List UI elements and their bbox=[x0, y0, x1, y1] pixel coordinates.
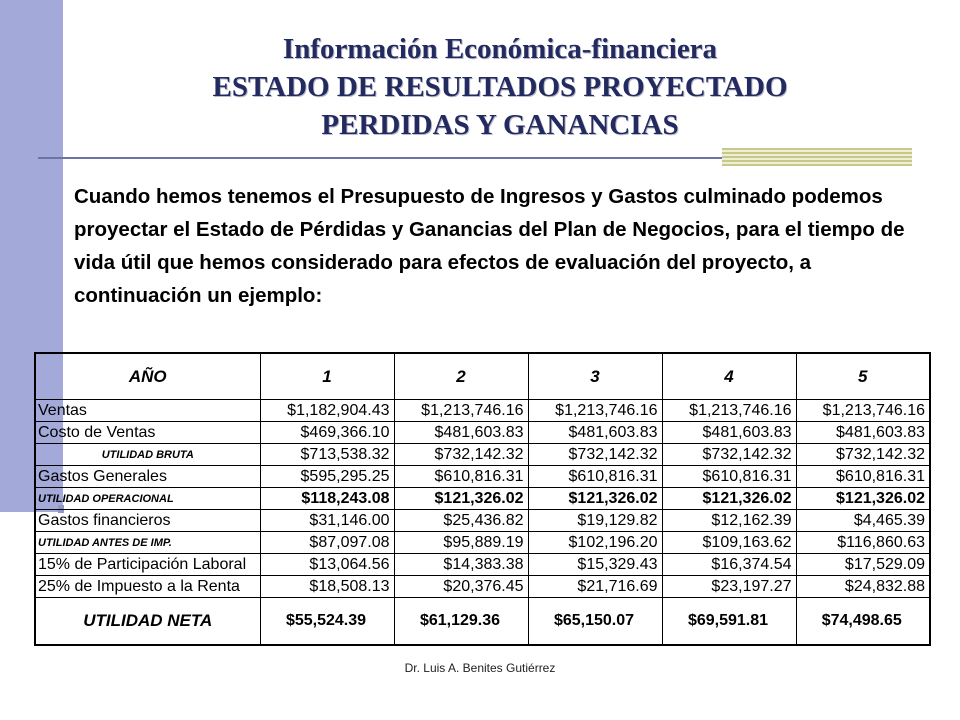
row-value: $610,816.31 bbox=[394, 466, 528, 488]
row-value: $20,376.45 bbox=[394, 576, 528, 598]
row-value: $121,326.02 bbox=[796, 488, 930, 510]
row-label: Ventas bbox=[35, 400, 260, 422]
row-value: $481,603.83 bbox=[528, 422, 662, 444]
table-row-gastos-generales bbox=[35, 466, 930, 488]
row-value: $732,142.32 bbox=[394, 444, 528, 466]
row-value: $65,150.07 bbox=[528, 598, 662, 646]
row-value: $610,816.31 bbox=[796, 466, 930, 488]
row-value: $732,142.32 bbox=[662, 444, 796, 466]
row-label: 15% de Participación Laboral bbox=[35, 554, 260, 576]
slide-body-text: Cuando hemos tenemos el Presupuesto de Ingresos y Gastos culminado podemos proyectar el Estado de Pérdidas y Ganancias del Plan de Negocios, para el tiempo de vida útil que hemos considerado para efectos de evaluación del proyecto, a continuación un ejemplo: bbox=[74, 185, 905, 307]
row-value: $87,097.08 bbox=[260, 532, 394, 554]
row-value: $19,129.82 bbox=[528, 510, 662, 532]
row-label: Costo de Ventas bbox=[35, 422, 260, 444]
row-value: $469,366.10 bbox=[260, 422, 394, 444]
slide-footer: Dr. Luis A. Benites Gutiérrez bbox=[404, 661, 556, 675]
row-value: $16,374.54 bbox=[662, 554, 796, 576]
row-value: $21,716.69 bbox=[528, 576, 662, 598]
header-year-label: AÑO bbox=[35, 353, 260, 400]
row-value: $95,889.19 bbox=[394, 532, 528, 554]
row-value: $481,603.83 bbox=[662, 422, 796, 444]
row-value: $1,213,746.16 bbox=[528, 400, 662, 422]
slide-title bbox=[120, 30, 880, 144]
table-row-ventas bbox=[35, 400, 930, 422]
table-row-utilidad-neta bbox=[35, 598, 930, 646]
row-value: $17,529.09 bbox=[796, 554, 930, 576]
row-value: $481,603.83 bbox=[796, 422, 930, 444]
row-value: $595,295.25 bbox=[260, 466, 394, 488]
row-value: $23,197.27 bbox=[662, 576, 796, 598]
row-label: UTILIDAD BRUTA bbox=[35, 444, 260, 466]
table-row-costo-ventas bbox=[35, 422, 930, 444]
table-header-row bbox=[35, 353, 930, 400]
table-row-impuesto-renta bbox=[35, 576, 930, 598]
row-value: $116,860.63 bbox=[796, 532, 930, 554]
header-year-3: 3 bbox=[528, 353, 662, 400]
row-value: $481,603.83 bbox=[394, 422, 528, 444]
table-row-utilidad-operacional bbox=[35, 488, 930, 510]
row-label: Gastos financieros bbox=[35, 510, 260, 532]
row-value: $121,326.02 bbox=[394, 488, 528, 510]
row-label: UTILIDAD NETA bbox=[35, 598, 260, 646]
header-year-2: 2 bbox=[394, 353, 528, 400]
row-value: $610,816.31 bbox=[662, 466, 796, 488]
row-value: $109,163.62 bbox=[662, 532, 796, 554]
row-value: $1,213,746.16 bbox=[394, 400, 528, 422]
row-value: $732,142.32 bbox=[796, 444, 930, 466]
row-value: $14,383.38 bbox=[394, 554, 528, 576]
row-value: $732,142.32 bbox=[528, 444, 662, 466]
row-value: $121,326.02 bbox=[662, 488, 796, 510]
table-row-utilidad-bruta bbox=[35, 444, 930, 466]
table-row-utilidad-antes-imp bbox=[35, 532, 930, 554]
income-statement-table bbox=[34, 352, 931, 646]
row-value: $74,498.65 bbox=[796, 598, 930, 646]
header-year-5: 5 bbox=[796, 353, 930, 400]
row-label: UTILIDAD ANTES DE IMP. bbox=[35, 532, 260, 554]
row-value: $4,465.39 bbox=[796, 510, 930, 532]
title-line-3: PERDIDAS Y GANANCIAS bbox=[321, 109, 679, 141]
row-value: $713,538.32 bbox=[260, 444, 394, 466]
row-value: $1,213,746.16 bbox=[662, 400, 796, 422]
row-value: $12,162.39 bbox=[662, 510, 796, 532]
row-label: UTILIDAD OPERACIONAL bbox=[35, 488, 260, 510]
row-value: $55,524.39 bbox=[260, 598, 394, 646]
header-year-1: 1 bbox=[260, 353, 394, 400]
row-value: $118,243.08 bbox=[260, 488, 394, 510]
row-value: $15,329.43 bbox=[528, 554, 662, 576]
row-value: $1,213,746.16 bbox=[796, 400, 930, 422]
row-value: $1,182,904.43 bbox=[260, 400, 394, 422]
row-value: $121,326.02 bbox=[528, 488, 662, 510]
divider-accent-block bbox=[722, 148, 912, 166]
title-line-1: Información Económica-financiera bbox=[282, 33, 718, 65]
row-value: $610,816.31 bbox=[528, 466, 662, 488]
row-value: $24,832.88 bbox=[796, 576, 930, 598]
table-row-participacion-laboral bbox=[35, 554, 930, 576]
table-row-gastos-financieros bbox=[35, 510, 930, 532]
row-value: $18,508.13 bbox=[260, 576, 394, 598]
row-value: $31,146.00 bbox=[260, 510, 394, 532]
row-value: $25,436.82 bbox=[394, 510, 528, 532]
row-value: $61,129.36 bbox=[394, 598, 528, 646]
row-label: Gastos Generales bbox=[35, 466, 260, 488]
row-label: 25% de Impuesto a la Renta bbox=[35, 576, 260, 598]
row-value: $102,196.20 bbox=[528, 532, 662, 554]
header-year-4: 4 bbox=[662, 353, 796, 400]
row-value: $69,591.81 bbox=[662, 598, 796, 646]
row-value: $13,064.56 bbox=[260, 554, 394, 576]
title-line-2: ESTADO DE RESULTADOS PROYECTADO bbox=[212, 71, 788, 103]
